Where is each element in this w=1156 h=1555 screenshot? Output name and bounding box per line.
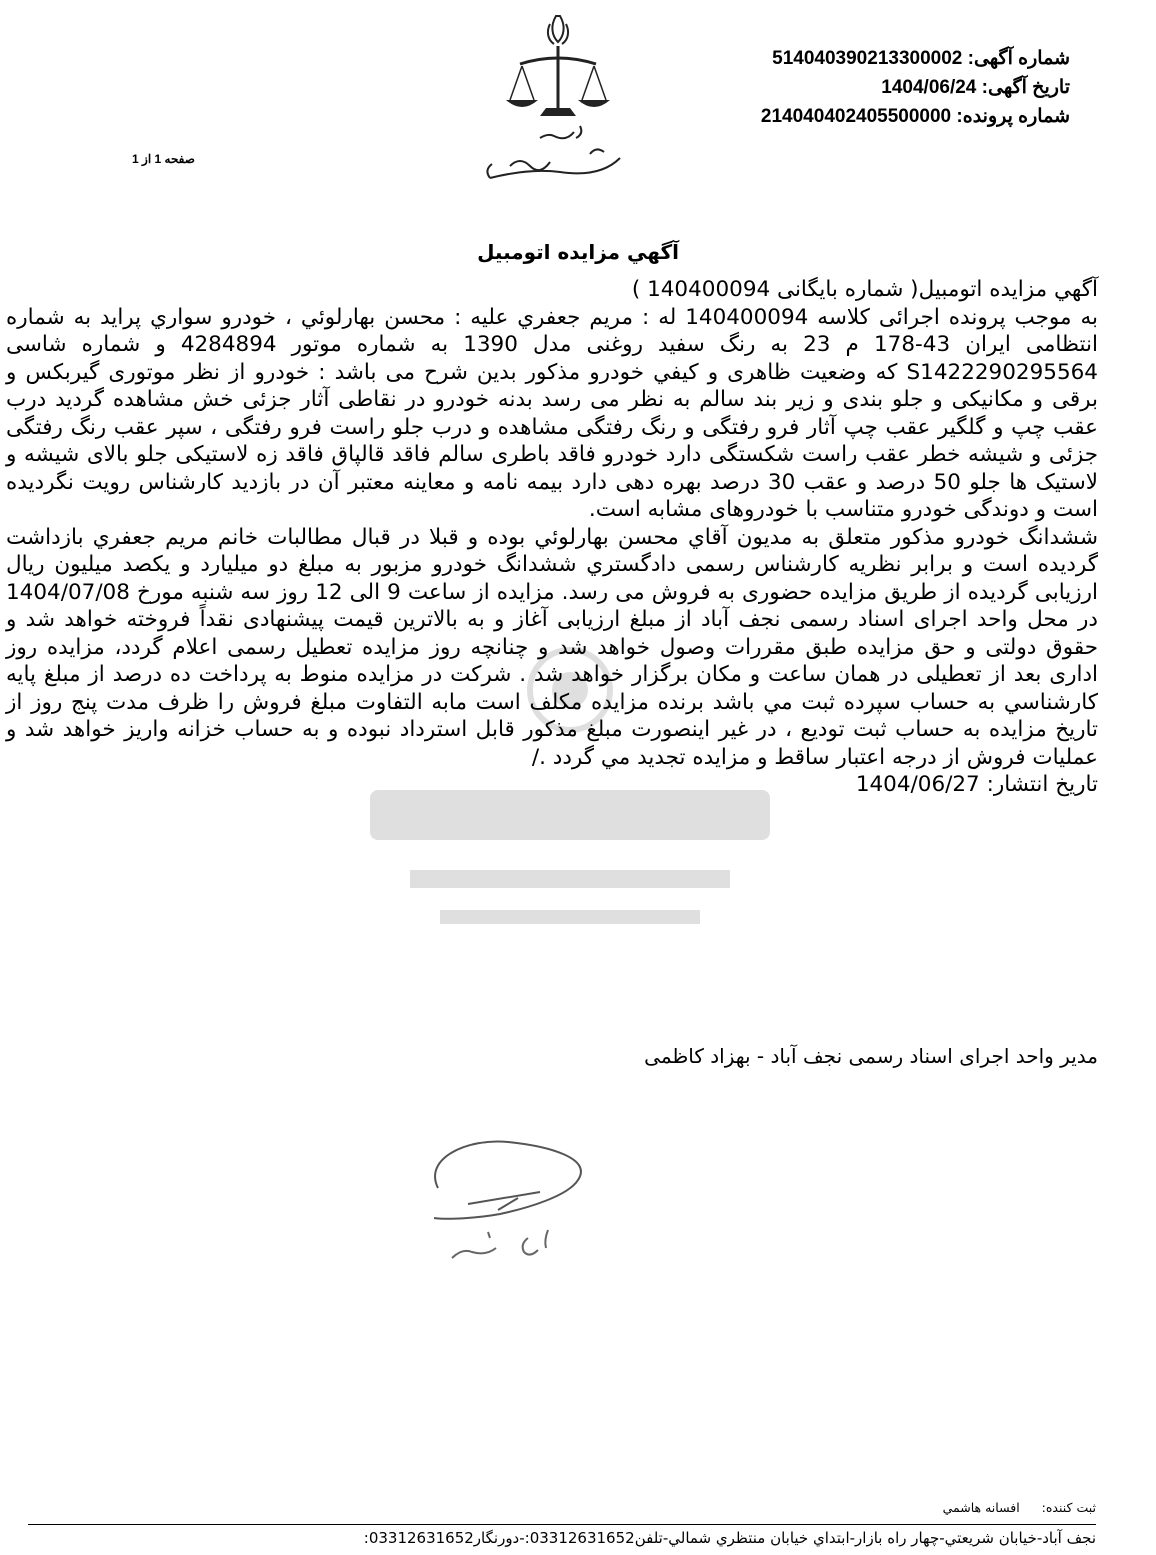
registrar-row	[943, 1500, 1096, 1515]
footer-divider	[28, 1524, 1096, 1525]
paragraph-archive: آگهي مزايده اتومبيل( شماره بايگانی 140400094 )	[631, 277, 1098, 302]
handwritten-signature-icon	[428, 1128, 608, 1268]
case-number-value: 14040402405500000‏2	[760, 106, 952, 127]
registrar-label: ثبت کننده:	[1041, 1500, 1096, 1515]
notice-date-value: 1404/06/24	[881, 77, 977, 98]
document-title: آگهي مزايده اتومبيل	[477, 240, 679, 264]
publish-date-row	[6, 771, 1098, 799]
registrar-name: افسانه هاشمي	[942, 1500, 1020, 1515]
notice-date-row	[761, 73, 1070, 102]
notice-number-label: شماره آگهی:	[967, 48, 1070, 69]
judiciary-emblem-icon	[470, 8, 650, 193]
case-number-label: شماره پرونده:	[956, 106, 1070, 127]
paragraph-auction-terms: ششدانگ خودرو مذکور متعلق به مديون آقاي محسن بهارلوئي بوده و قبلا در قبال مطالبات خانم مريم جعفري بازداشت گرديده است و برابر نظريه کارشناس رسمی دادگستري ششدانگ خودرو مزبور به مبلغ دو ميليارد و يکصد ميليون ريال ارزيابی گرديده از طريق مزايده حضوری به فروش می رسد. مزايده از ساعت 9 الی 12 روز سه شنبه مورخ 1404/07/08 در محل واحد اجرای اسناد رسمی نجف آباد از مبلغ ارزيابی آغاز و به بالاترين قيمت پيشنهادی نقداً فروخته خواهد شد و حقوق دولتی و حق مزايده طبق مقررات وصول خواهد شد و چنانچه روز مزايده تعطيل رسمی اعلام گردد، مزايده روز اداری بعد از تعطيلی در همان ساعت و مکان برگزار خواهد شد . شرکت در مزايده منوط به پرداخت ده درصد از مبلغ پايه کارشناسي به حساب سپرده ثبت مي باشد برنده مزايده مکلف است مابه التفاوت مبلغ فروش را ظرف مدت پنج روز از تاريخ مزايده به حساب ثبت توديع ، در غير اينصورت مبلغ مذکور قابل استرداد نبوده و به حساب خزانه واريز خواهد شد و عمليات فروش از درجه اعتبار ساقط و مزايده تجديد مي گردد ./	[6, 524, 1099, 770]
notice-date-label: تاریخ آگهی:	[981, 77, 1070, 98]
notice-number-row	[761, 44, 1070, 73]
case-number-row	[761, 102, 1070, 131]
signer-line: مدير واحد اجرای اسناد رسمی نجف آباد - بهزاد کاظمی	[644, 1044, 1098, 1068]
paragraph-vehicle-description: به موجب پرونده اجرائی کلاسه 140400094 له : مريم جعفري عليه : محسن بهارلوئي ، خودرو سواري پرايد به شماره انتظامی ايران 43-178 م 23 به رنگ سفيد روغنی مدل 1390 به شماره موتور 4284894 و شماره شاسی S1422290295564 که وضعيت ظاهری و کيفي خودرو مذکور بدين شرح می باشد : خودرو از نظر موتوری گيربکس و برقی و مکانيکی و جلو بندی و زير بند سالم به نظر می رسد بدنه خودرو در نقاطی آثار جزئی خش مشاهده گرديد درب عقب چپ و گلگير عقب چپ آثار فرو رفتگی و رنگ رفتگی مشاهده و درب جلو راست فرو رفتگی ، سپر عقب رنگ رفتگی جزئی و شيشه خطر عقب راست شکستگی دارد خودرو فاقد باطری سالم فاقد قالپاق فاقد زه لاستيکی جلو بالای شيشه و لاستيک ها جلو 50 درصد و عقب 30 درصد بهره دهی دارد بيمه نامه و معاينه معتبر آن در بازديد کارشناس رويت نگرديده است و دوندگی خودرو متناسب با خودروهای مشابه است.	[6, 304, 1098, 522]
publish-date-value: 1404/06/27	[855, 772, 980, 797]
publish-date-label: تاريخ انتشار:	[986, 772, 1098, 797]
footer-address: نجف آباد-خيابان شريعتي-چهار راه بازار-ابتداي خيابان منتظري شمالي-تلفن03312631652:-دورنگار03312631652:	[363, 1529, 1096, 1547]
document-body	[6, 276, 1098, 799]
notice-number-value: 14040390213300002‏5	[772, 48, 963, 69]
notice-metadata	[761, 44, 1070, 131]
page-indicator: صفحه 1 از 1	[132, 152, 195, 166]
